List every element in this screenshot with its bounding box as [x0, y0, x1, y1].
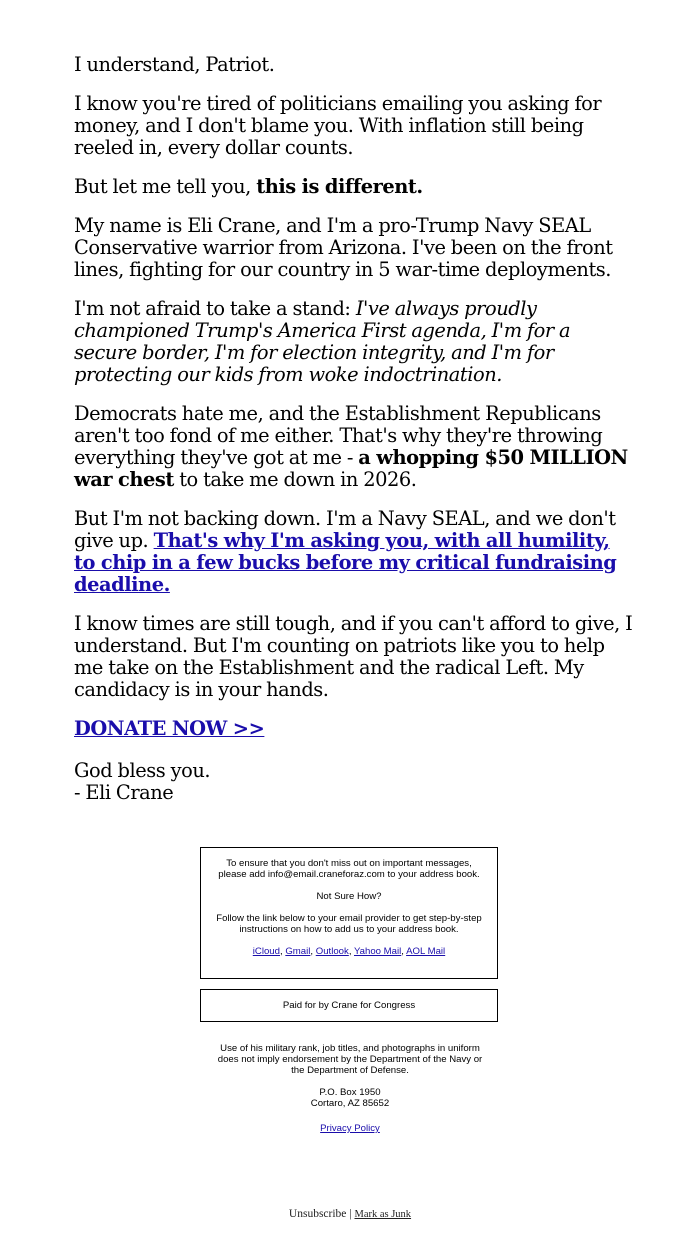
bold-text: this is different. [256, 175, 423, 198]
gmail-link[interactable]: Gmail [285, 946, 311, 957]
unsub-separator: | [346, 1208, 355, 1220]
signature: - Eli Crane [74, 781, 174, 804]
yahoo-mail-link[interactable]: Yahoo Mail [353, 946, 402, 957]
unsubscribe-label[interactable]: Unsubscribe [288, 1208, 347, 1220]
paragraph-introduction: My name is Eli Crane, and I'm a pro-Trump Navy SEAL Conservative warrior from Arizona. I've been on the front lines, fighting for our country in 5 war-time deployments. [74, 214, 613, 281]
donate-now-link[interactable]: DONATE NOW >> [74, 717, 265, 740]
paragraph-inflation: I know you're tired of politicians emailing you asking for money, and I don't blame you. With inflation still being reeled in, every dollar counts. [74, 92, 602, 159]
email-body [74, 54, 634, 821]
privacy-policy-link[interactable]: Privacy Policy [320, 1123, 380, 1134]
link-separator: , [401, 946, 407, 957]
privacy-paragraph [200, 1123, 500, 1134]
donate-paragraph [74, 718, 634, 740]
link-separator: , [279, 946, 286, 957]
paragraph-tough-times: I know times are still tough, and if you can't afford to give, I understand. But I'm counting on patriots like you to help me take on the Establishment and the radical Left. My candidacy is in your hands. [74, 612, 633, 701]
paragraph-different [74, 176, 634, 198]
greeting: I understand, Patriot. [74, 53, 275, 76]
text: Democrats hate me, and the Establishment Republicans aren't too fond of me either. That's why they're throwing everything they've got at me - [74, 402, 603, 469]
military-disclaimer: Use of his military rank, job titles, and photographs in uniform does not imply endorsement by the Department of the Navy or the Department of Defense. [217, 1043, 483, 1076]
paragraph-war-chest [74, 403, 634, 491]
mark-as-junk-link[interactable]: Mark as Junk [354, 1209, 412, 1220]
text: But I'm not backing down. I'm a Navy SEAL, and we don't give up. [74, 507, 616, 552]
city-zip: Cortaro, AZ 85652 [310, 1098, 390, 1109]
paragraph-stand [74, 298, 634, 386]
provider-links [213, 946, 485, 957]
paid-for-box [200, 989, 498, 1022]
bold-text: a whopping $50 MILLION war chest [74, 446, 628, 491]
text: But let me tell you, [74, 175, 257, 198]
follow-instructions: Follow the link below to your email provider to get step-by-step instructions on how to add us to your address book. [216, 913, 482, 935]
po-box: P.O. Box 1950 [319, 1087, 381, 1098]
outlook-link[interactable]: Outlook [315, 946, 349, 957]
link-separator: , [310, 946, 316, 957]
italic-text: I've always proudly championed Trump's America First agenda, I'm for a secure border, I'm for election integrity, and I'm for protecting our kids from woke indoctrination. [74, 297, 571, 386]
unsubscribe-bar [0, 1208, 700, 1220]
icloud-link[interactable]: iCloud [252, 946, 280, 957]
text: to take me down in 2026. [173, 468, 417, 491]
link-separator: , [348, 946, 354, 957]
address-book-instructions: To ensure that you don't miss out on important messages, please add info@email.craneforaz.com to your address book. [218, 858, 480, 880]
closing: God bless you. [74, 759, 211, 782]
text: I'm not afraid to take a stand: [74, 297, 356, 320]
footer-disclaimer [200, 1043, 500, 1134]
address-book-box [200, 847, 498, 979]
chip-in-link[interactable]: That's why I'm asking you, with all humility, to chip in a few bucks before my critical fundraising deadline. [74, 529, 617, 596]
aol-mail-link[interactable]: AOL Mail [406, 946, 446, 957]
sign-off [74, 760, 634, 804]
paid-for-text: Paid for by Crane for Congress [282, 1000, 416, 1011]
not-sure-how: Not Sure How? [316, 891, 382, 902]
paragraph-ask [74, 508, 634, 596]
